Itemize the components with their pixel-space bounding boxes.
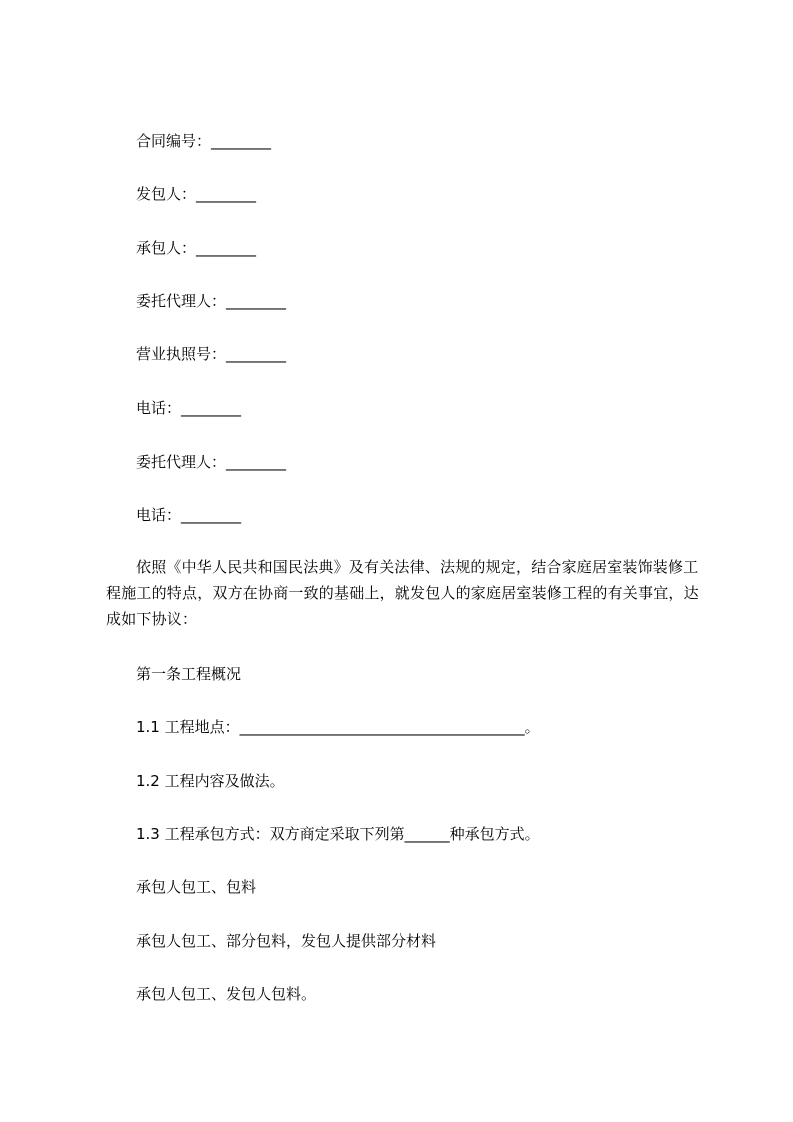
employer-field: 发包人：________	[136, 185, 257, 203]
item-project-content: 1.2 工程内容及做法。	[136, 772, 285, 790]
agent-field: 委托代理人：________	[136, 292, 287, 310]
intro-paragraph-text: 依照《中华人民共和国民法典》及有关法律、法规的规定，结合家庭居室装饰装修工程施工的特点，双方在协商一致的基础上，就发包人的家庭居室装修工程的有关事宜，达成如下协议：	[106, 558, 699, 628]
option-labor-only: 承包人包工、发包人包料。	[136, 985, 317, 1003]
intro-paragraph	[106, 554, 706, 632]
option-labor-and-materials: 承包人包工、包料	[136, 878, 257, 896]
contractor-field: 承包人：________	[136, 239, 257, 257]
section-title: 第一条工程概况	[136, 665, 242, 683]
phone-field-2: 电话：________	[136, 506, 242, 524]
item-contract-method: 1.3 工程承包方式：双方商定采取下列第______种承包方式。	[136, 825, 540, 843]
phone-field: 电话：________	[136, 399, 242, 417]
agent-field-2: 委托代理人：________	[136, 453, 287, 471]
item-project-location: 1.1 工程地点：______________________________________。	[136, 718, 540, 736]
option-partial-materials: 承包人包工、部分包料，发包人提供部分材料	[136, 932, 437, 950]
contract-number-field: 合同编号：________	[136, 132, 272, 150]
business-license-field: 营业执照号：________	[136, 345, 287, 363]
